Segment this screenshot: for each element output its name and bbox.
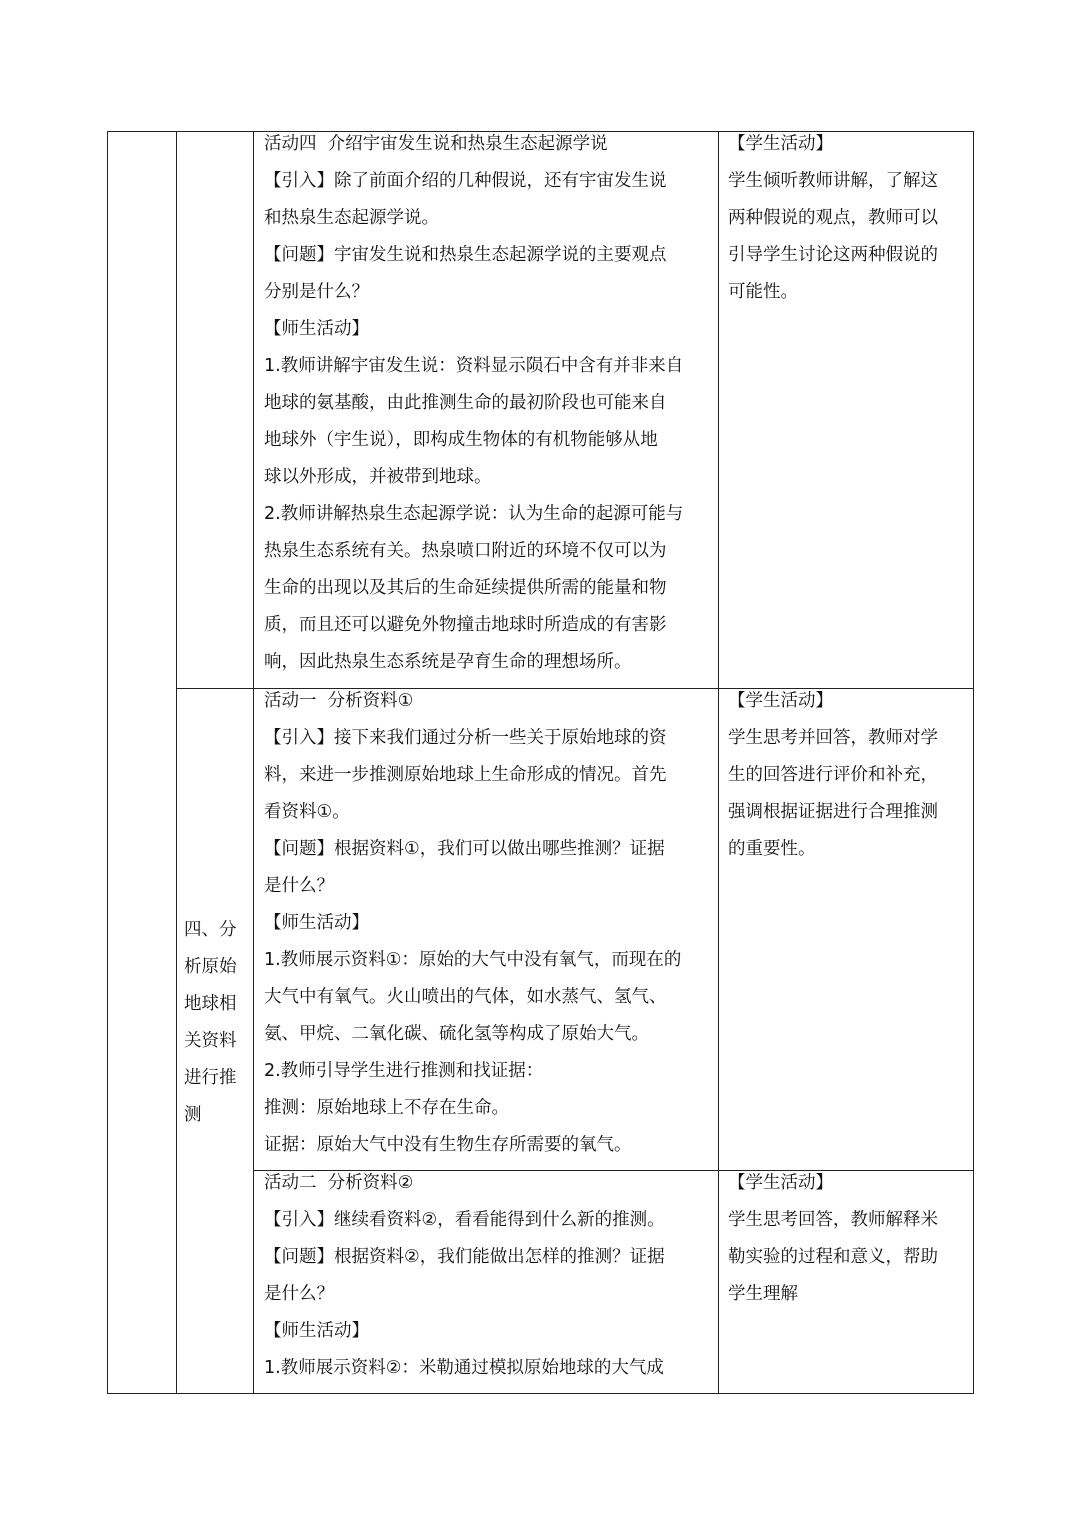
activity-line: 【问题】根据资料②，我们能做出怎样的推测？证据 bbox=[264, 1247, 665, 1267]
activity-line: 【问题】宇宙发生说和热泉生态起源学说的主要观点 bbox=[264, 245, 667, 265]
activity-line: 活动四 介绍宇宙发生说和热泉生态起源学说 bbox=[264, 134, 608, 154]
activity-line: 生命的出现以及其后的生命延续提供所需的能量和物 bbox=[264, 578, 667, 598]
student-line: 学生理解 bbox=[728, 1284, 798, 1304]
student-line: 强调根据证据进行合理推测 bbox=[728, 802, 938, 822]
activity-line: 1.教师讲解宇宙发生说：资料显示陨石中含有并非来自 bbox=[264, 356, 684, 376]
activity-line: 2.教师引导学生进行推测和找证据： bbox=[264, 1061, 544, 1081]
activity-line: 【引入】继续看资料②，看看能得到什么新的推测。 bbox=[264, 1210, 665, 1230]
activity-line: 大气中有氧气。火山喷出的气体，如水蒸气、氢气、 bbox=[264, 987, 667, 1007]
column-divider-2 bbox=[253, 132, 254, 1393]
student-cell-1 bbox=[728, 126, 968, 311]
student-line: 学生倾听教师讲解，了解这 bbox=[728, 171, 938, 191]
activity-line: 是什么？ bbox=[264, 1284, 334, 1304]
activity-line: 【师生活动】 bbox=[264, 319, 369, 339]
activity-line: 推测：原始地球上不存在生命。 bbox=[264, 1098, 509, 1118]
activity-line: 热泉生态系统有关。热泉喷口附近的环境不仅可以为 bbox=[264, 541, 667, 561]
student-cell-2 bbox=[728, 683, 968, 868]
activity-line: 活动二 分析资料② bbox=[264, 1173, 414, 1193]
stage-label-line: 四、分 bbox=[184, 920, 237, 940]
activity-line: 是什么？ bbox=[264, 876, 334, 896]
student-cell-3 bbox=[728, 1165, 968, 1313]
activity-line: 地球外（宇生说），即构成生物体的有机物能够从地 bbox=[264, 430, 658, 450]
activity-line: 1.教师展示资料①：原始的大气中没有氧气，而现在的 bbox=[264, 950, 682, 970]
activity-cell-1 bbox=[264, 126, 714, 681]
stage-label-line: 关资料 bbox=[184, 1031, 237, 1051]
activity-line: 1.教师展示资料②：米勒通过模拟原始地球的大气成 bbox=[264, 1358, 664, 1378]
activity-line: 质，而且还可以避免外物撞击地球时所造成的有害影 bbox=[264, 615, 667, 635]
stage-label-line: 地球相 bbox=[184, 994, 237, 1014]
stage-label bbox=[184, 912, 252, 1134]
activity-line: 【引入】接下来我们通过分析一些关于原始地球的资 bbox=[264, 728, 667, 748]
column-divider-3 bbox=[718, 132, 719, 1393]
stage-label-line: 进行推 bbox=[184, 1068, 237, 1088]
student-line: 勒实验的过程和意义，帮助 bbox=[728, 1247, 938, 1267]
student-line: 【学生活动】 bbox=[728, 1173, 833, 1193]
activity-line: 【问题】根据资料①，我们可以做出哪些推测？证据 bbox=[264, 839, 665, 859]
activity-line: 【引入】除了前面介绍的几种假说，还有宇宙发生说 bbox=[264, 171, 667, 191]
activity-line: 看资料①。 bbox=[264, 802, 350, 822]
activity-line: 活动一 分析资料① bbox=[264, 691, 414, 711]
student-line: 两种假说的观点，教师可以 bbox=[728, 208, 938, 228]
student-line: 可能性。 bbox=[728, 282, 798, 302]
student-line: 【学生活动】 bbox=[728, 134, 833, 154]
stage-label-line: 测 bbox=[184, 1105, 202, 1125]
student-line: 学生思考回答，教师解释米 bbox=[728, 1210, 938, 1230]
activity-line: 2.教师讲解热泉生态起源学说：认为生命的起源可能与 bbox=[264, 504, 684, 524]
activity-line: 【师生活动】 bbox=[264, 913, 369, 933]
activity-line: 响，因此热泉生态系统是孕育生命的理想场所。 bbox=[264, 652, 632, 672]
student-line: 引导学生讨论这两种假说的 bbox=[728, 245, 938, 265]
student-line: 生的回答进行评价和补充， bbox=[728, 765, 938, 785]
activity-cell-2 bbox=[264, 683, 714, 1164]
activity-line: 球以外形成，并被带到地球。 bbox=[264, 467, 492, 487]
stage-label-line: 析原始 bbox=[184, 957, 237, 977]
activity-line: 证据：原始大气中没有生物生存所需要的氧气。 bbox=[264, 1135, 632, 1155]
activity-line: 和热泉生态起源学说。 bbox=[264, 208, 439, 228]
student-line: 的重要性。 bbox=[728, 839, 816, 859]
activity-line: 料，来进一步推测原始地球上生命形成的情况。首先 bbox=[264, 765, 667, 785]
activity-line: 分别是什么？ bbox=[264, 282, 369, 302]
activity-line: 氨、甲烷、二氧化碳、硫化氢等构成了原始大气。 bbox=[264, 1024, 649, 1044]
lesson-plan-table bbox=[107, 131, 974, 1394]
student-line: 学生思考并回答，教师对学 bbox=[728, 728, 938, 748]
column-divider-1 bbox=[176, 132, 177, 1393]
student-line: 【学生活动】 bbox=[728, 691, 833, 711]
activity-cell-3 bbox=[264, 1165, 714, 1387]
activity-line: 【师生活动】 bbox=[264, 1321, 369, 1341]
activity-line: 地球的氨基酸，由此推测生命的最初阶段也可能来自 bbox=[264, 393, 667, 413]
